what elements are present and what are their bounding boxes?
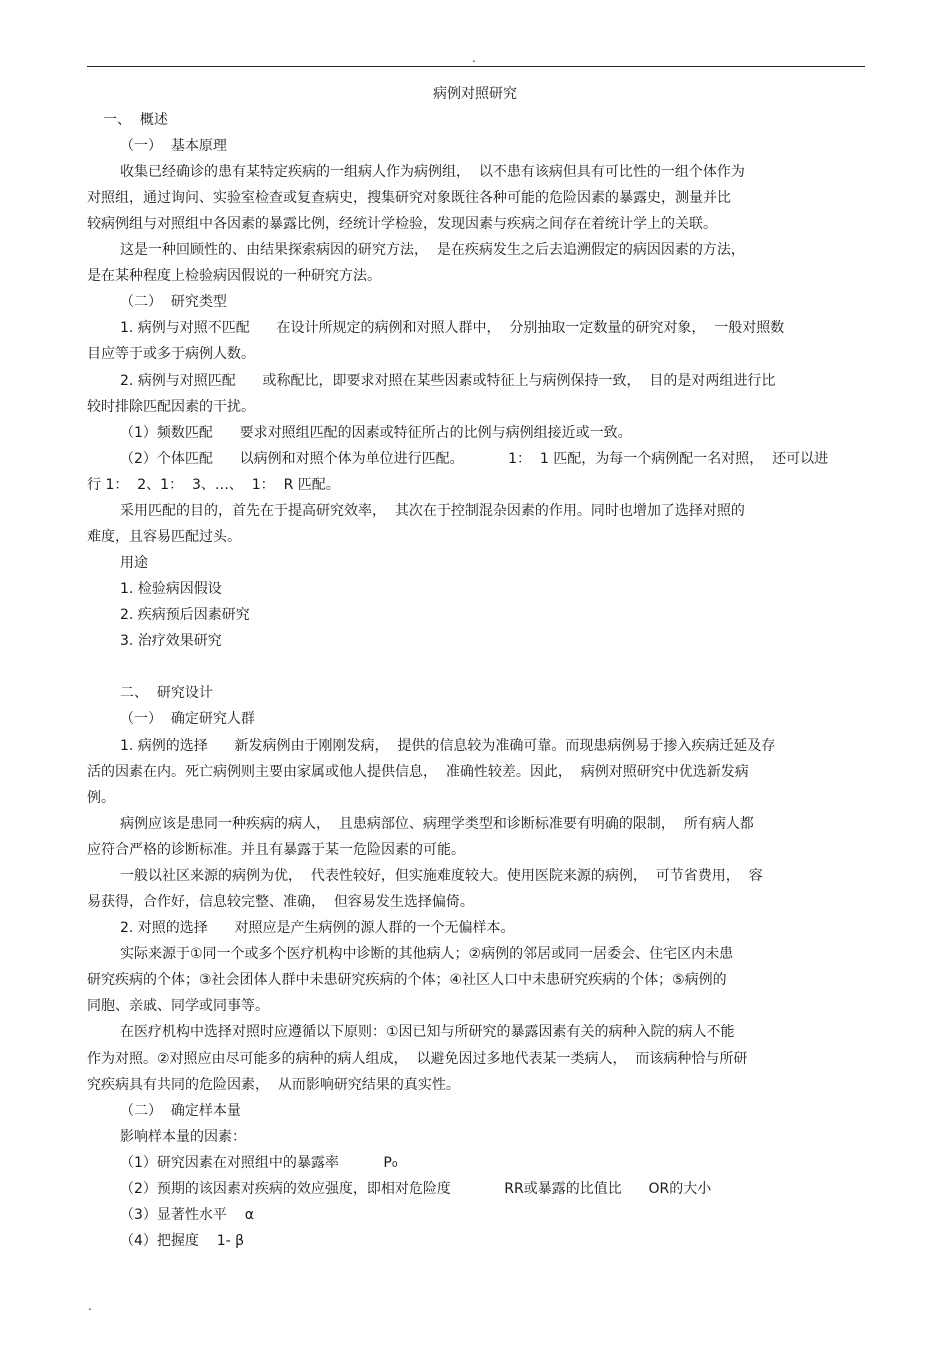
list-item: 3. 治疗效果研究 (120, 633, 222, 649)
paragraph-line: 研究疾病的个体；③社会团体人群中未患研究疾病的个体；④社区人口中未患研究疾病的个体；⑤病例的 (87, 972, 727, 988)
list-item: 2. 疾病预后因素研究 (120, 607, 250, 623)
header-rule (87, 66, 865, 67)
document-title: 病例对照研究 (433, 86, 517, 102)
paragraph-line: （2）个体匹配 以病例和对照个体为单位进行匹配。 1： 1 匹配，为每一个病例配一名对照， 还可以进 (120, 451, 829, 467)
paragraph-line: 1. 病例与对照不匹配 在设计所规定的病例和对照人群中， 分别抽取一定数量的研究对象， 一般对照数 (120, 320, 785, 336)
list-item: （1）研究因素在对照组中的暴露率 P₀ (120, 1155, 398, 1171)
paragraph-line: 在医疗机构中选择对照时应遵循以下原则：①因已知与所研究的暴露因素有关的病种入院的病人不能 (120, 1024, 735, 1040)
subsection-heading: （一） 确定研究人群 (120, 711, 255, 727)
paragraph-line: 难度，且容易匹配过头。 (87, 529, 241, 545)
paragraph-line: （1）频数匹配 要求对照组匹配的因素或特征所占的比例与病例组接近或一致。 (120, 425, 632, 441)
footer-dot: . (88, 1299, 92, 1313)
section-heading: 一、 概述 (103, 112, 168, 128)
paragraph-line: 较时排除匹配因素的干扰。 (87, 399, 255, 415)
paragraph-line: 一般以社区来源的病例为优， 代表性较好，但实施难度较大。使用医院来源的病例， 可节省费用， 容 (120, 868, 763, 884)
paragraph-line: 作为对照。②对照应由尽可能多的病种的病人组成， 以避免因过多地代表某一类病人， 而该病种恰与所研 (87, 1051, 748, 1067)
paragraph-line: 2. 对照的选择 对照应是产生病例的源人群的一个无偏样本。 (120, 920, 515, 936)
paragraph-line: 实际来源于①同一个或多个医疗机构中诊断的其他病人；②病例的邻居或同一居委会、住宅区内未患 (120, 946, 734, 962)
paragraph-line: 目应等于或多于病例人数。 (87, 346, 255, 362)
paragraph-line: 行 1： 2、1： 3、…、 1： R 匹配。 (87, 477, 340, 493)
paragraph-line: 影响样本量的因素： (120, 1129, 246, 1145)
section-heading: 二、 研究设计 (120, 685, 213, 701)
list-item: （3）显著性水平 α (120, 1207, 254, 1223)
paragraph-line: 病例应该是患同一种疾病的病人， 且患病部位、病理学类型和诊断标准要有明确的限制， 所有病人都 (120, 816, 754, 832)
list-item: 1. 检验病因假设 (120, 581, 222, 597)
paragraph-line: 例。 (87, 790, 115, 806)
paragraph-line: 收集已经确诊的患有某特定疾病的一组病人作为病例组， 以不患有该病但具有可比性的一组个体作为 (120, 164, 745, 180)
paragraph-line: 对照组，通过询问、实验室检查或复查病史，搜集研究对象既往各种可能的危险因素的暴露史，测量并比 (87, 190, 731, 206)
paragraph-line: 同胞、亲戚、同学或同事等。 (87, 998, 269, 1014)
paragraph-line: 是在某种程度上检验病因假说的一种研究方法。 (87, 268, 381, 284)
paragraph-line: 2. 病例与对照匹配 或称配比，即要求对照在某些因素或特征上与病例保持一致， 目的是对两组进行比 (120, 373, 776, 389)
paragraph-line: 采用匹配的目的，首先在于提高研究效率， 其次在于控制混杂因素的作用。同时也增加了选择对照的 (120, 503, 745, 519)
list-item: （4）把握度 1- β (120, 1233, 245, 1249)
paragraph-line: 较病例组与对照组中各因素的暴露比例，经统计学检验，发现因素与疾病之间存在着统计学上的关联。 (87, 216, 717, 232)
paragraph-line: 究疾病具有共同的危险因素， 从而影响研究结果的真实性。 (87, 1077, 460, 1093)
subsection-heading: （二） 确定样本量 (120, 1103, 241, 1119)
paragraph-line: 用途 (120, 555, 148, 571)
subsection-heading: （一） 基本原理 (120, 138, 227, 154)
paragraph-line: 这是一种回顾性的、由结果探索病因的研究方法， 是在疾病发生之后去追溯假定的病因因素的方法， (120, 242, 745, 258)
paragraph-line: 1. 病例的选择 新发病例由于刚刚发病， 提供的信息较为准确可靠。而现患病例易于掺入疾病迁延及存 (120, 738, 776, 754)
subsection-heading: （二） 研究类型 (120, 294, 227, 310)
paragraph-line: 活的因素在内。死亡病例则主要由家属或他人提供信息， 准确性较差。因此， 病例对照研究中优选新发病 (87, 764, 749, 780)
list-item: （2）预期的该因素对疾病的效应强度，即相对危险度 RR或暴露的比值比 OR的大小 (120, 1181, 712, 1197)
paragraph-line: 易获得，合作好，信息较完整、准确， 但容易发生选择偏倚。 (87, 894, 474, 910)
paragraph-line: 应符合严格的诊断标准。并且有暴露于某一危险因素的可能。 (87, 842, 465, 858)
header-dot: . (472, 51, 476, 65)
